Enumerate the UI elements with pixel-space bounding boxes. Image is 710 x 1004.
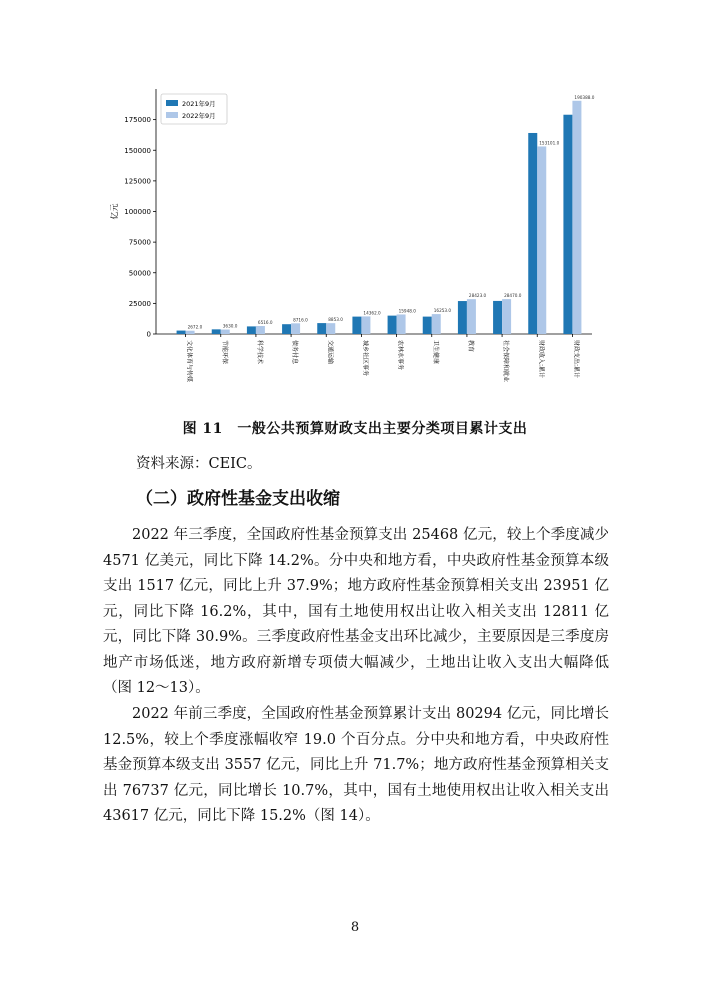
y-tick-label: 175000: [124, 116, 151, 125]
bar-2021: [423, 317, 432, 334]
y-tick-label: 25000: [128, 299, 151, 308]
bar-2022: [432, 314, 441, 334]
x-tick-label: 财政支出:累计: [572, 340, 580, 379]
bar-2021: [493, 301, 502, 334]
x-tick-label: 农林水事务: [396, 340, 404, 371]
bar-2021: [247, 326, 256, 334]
legend-label: 2021年9月: [182, 100, 216, 108]
data-label: 8716.0: [293, 317, 308, 323]
x-tick-label: 文化体育与传媒: [185, 340, 193, 383]
bar-2022: [221, 330, 230, 334]
legend-swatch: [166, 100, 178, 106]
section-heading: （二）政府性基金支出收缩: [136, 489, 340, 509]
bar-2022: [291, 323, 300, 334]
bar-2021: [177, 331, 186, 334]
data-label: 28423.0: [468, 293, 487, 299]
bar-2022: [256, 326, 265, 334]
bar-2021: [458, 301, 467, 334]
x-tick-label: 卫生健康: [431, 340, 439, 365]
bar-2021: [317, 323, 326, 334]
bar-2022: [397, 314, 406, 334]
bar-2021: [212, 329, 221, 334]
paragraph: 2022 年前三季度，全国政府性基金预算累计支出 80294 亿元，同比增长 12.5%，较上个季度涨幅收窄 19.0 个百分点。分中央和地方看，中央政府性基金预算本级支出 3557 亿元，同比上升 71.7%；地方政府性基金预算相关支出 76737 亿元，同比增长 10.7%，其中，国有土地使用权出让收入相关支出 43617 亿元，同比下降 15.2%（图 14）。: [103, 706, 609, 824]
data-label: 28470.0: [504, 293, 522, 299]
bar-2021: [388, 316, 397, 334]
bar-2021: [352, 317, 361, 334]
data-label: 2672.0: [187, 324, 203, 330]
data-source: 资料来源：CEIC。: [136, 456, 262, 472]
expenditure-bar-chart: [100, 84, 600, 404]
data-label: 190388.0: [574, 94, 595, 100]
legend-label: 2022年9月: [182, 112, 216, 120]
bar-2021: [563, 115, 572, 334]
x-tick-label: 社会保障和就业: [502, 340, 510, 383]
y-tick-label: 50000: [128, 269, 151, 278]
x-tick-label: 城乡社区事务: [361, 340, 369, 377]
bar-2022: [186, 331, 195, 334]
data-label: 6516.0: [257, 320, 273, 326]
x-tick-label: 科学技术: [255, 340, 263, 365]
x-tick-label: 债务付息: [291, 340, 299, 365]
page-number: 8: [350, 920, 360, 935]
bar-2022: [326, 323, 335, 334]
x-tick-label: 交通运输: [326, 340, 334, 365]
x-tick-label: 财政收入:累计: [537, 340, 545, 379]
data-label: 8853.0: [328, 317, 343, 323]
y-axis-title: 亿元: [110, 203, 119, 220]
x-tick-label: 教育: [466, 340, 474, 353]
legend-swatch: [166, 112, 178, 118]
data-label: 153101.0: [539, 140, 560, 146]
bar-2022: [572, 101, 581, 334]
figure-caption: 图 11 一般公共预算财政支出主要分类项目累计支出: [182, 421, 528, 437]
bar-2022: [537, 146, 546, 334]
bar-2022: [467, 299, 476, 334]
y-tick-label: 0: [146, 330, 151, 339]
bar-2021: [528, 133, 537, 334]
y-tick-label: 125000: [124, 177, 151, 186]
bar-2022: [361, 316, 370, 334]
y-tick-label: 75000: [128, 238, 151, 247]
data-label: 3630.0: [222, 323, 238, 329]
bar-2021: [282, 324, 291, 334]
paragraph: 2022 年三季度，全国政府性基金预算支出 25468 亿元，较上个季度减少 4571 亿美元，同比下降 14.2%。分中央和地方看，中央政府性基金预算本级支出 1517 亿元，同比上升 37.9%；地方政府性基金预算相关支出 23951 亿元，同比下降 16.2%，其中，国有土地使用权出让收入相关支出 12811 亿元，同比下降 30.9%。三季度政府性基金支出环比减少，主要原因是三季度房地产市场低迷，地方政府新增专项债大幅减少，土地出让收入支出大幅降低（图 12～13）。: [103, 527, 609, 696]
data-label: 16253.0: [433, 308, 452, 314]
x-tick-label: 节能环保: [220, 340, 228, 365]
y-tick-label: 150000: [124, 146, 151, 155]
bar-2022: [502, 299, 511, 334]
y-tick-label: 100000: [124, 208, 151, 216]
data-label: 14362.0: [363, 310, 381, 316]
data-label: 15948.0: [398, 308, 416, 314]
